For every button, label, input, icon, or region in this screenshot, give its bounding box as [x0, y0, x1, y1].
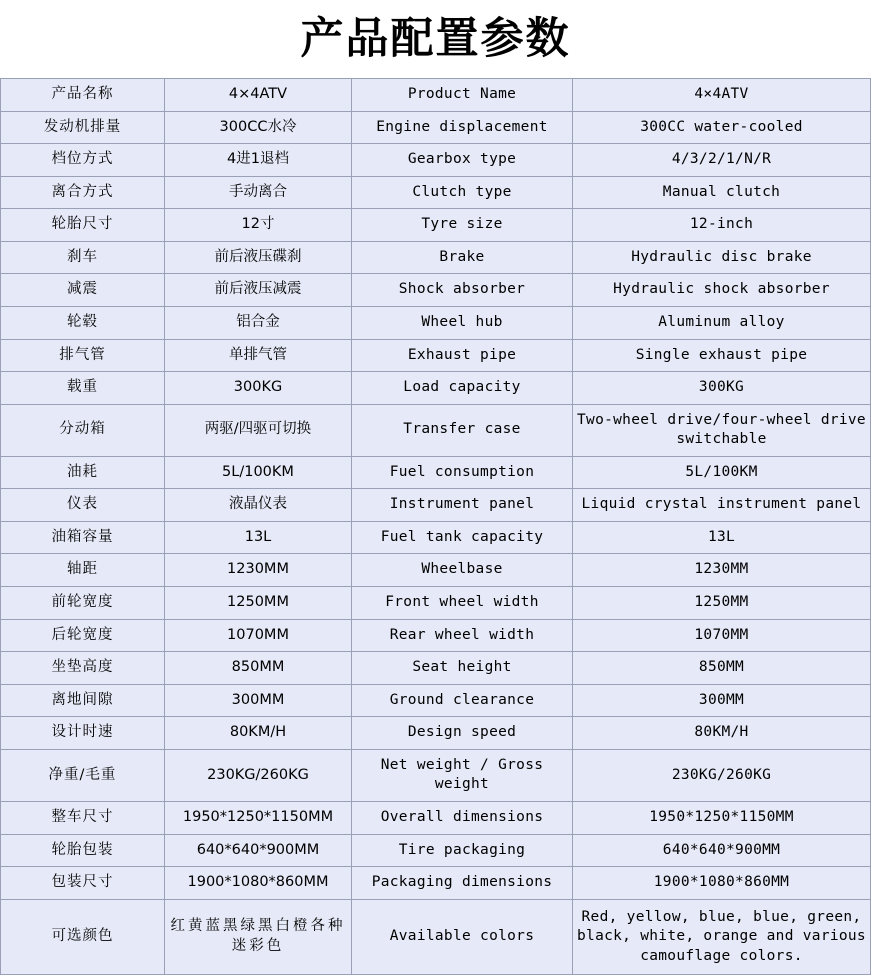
row-value-cn: 640*640*900MM — [165, 834, 352, 867]
row-label-cn: 载重 — [1, 372, 165, 405]
row-label-en: Load capacity — [352, 372, 573, 405]
row-label-cn: 产品名称 — [1, 79, 165, 112]
row-value-cn: 80KM/H — [165, 717, 352, 750]
row-value-cn: 手动离合 — [165, 176, 352, 209]
row-value-en: Manual clutch — [573, 176, 871, 209]
row-value-en: 1950*1250*1150MM — [573, 801, 871, 834]
row-label-cn: 坐垫高度 — [1, 652, 165, 685]
table-row — [1, 899, 871, 975]
table-row — [1, 456, 871, 489]
row-value-cn: 4×4ATV — [165, 79, 352, 112]
row-value-cn: 1950*1250*1150MM — [165, 801, 352, 834]
row-value-cn: 300MM — [165, 684, 352, 717]
row-label-cn: 档位方式 — [1, 144, 165, 177]
table-body — [1, 79, 871, 975]
row-value-en: 300MM — [573, 684, 871, 717]
row-label-cn: 排气管 — [1, 339, 165, 372]
row-value-cn: 300KG — [165, 372, 352, 405]
row-label-cn: 离合方式 — [1, 176, 165, 209]
row-value-cn: 两驱/四驱可切换 — [165, 404, 352, 456]
row-value-cn: 4进1退档 — [165, 144, 352, 177]
specifications-table — [0, 78, 871, 975]
row-label-en: Ground clearance — [352, 684, 573, 717]
row-value-cn: 230KG/260KG — [165, 749, 352, 801]
row-value-en: 4×4ATV — [573, 79, 871, 112]
row-value-en: 1070MM — [573, 619, 871, 652]
row-label-cn: 整车尺寸 — [1, 801, 165, 834]
row-value-en: 300CC water-cooled — [573, 111, 871, 144]
row-label-cn: 轮毂 — [1, 306, 165, 339]
row-value-en: 1900*1080*860MM — [573, 867, 871, 900]
row-value-cn: 红黄蓝黑绿黑白橙各种迷彩色 — [165, 899, 352, 975]
row-value-en: 300KG — [573, 372, 871, 405]
table-row — [1, 176, 871, 209]
table-row — [1, 834, 871, 867]
row-value-cn: 300CC水冷 — [165, 111, 352, 144]
row-label-cn: 仪表 — [1, 489, 165, 522]
row-value-en: Two-wheel drive/four-wheel drive switchable — [573, 404, 871, 456]
table-row — [1, 209, 871, 242]
table-row — [1, 111, 871, 144]
row-value-en: 13L — [573, 521, 871, 554]
row-label-en: Seat height — [352, 652, 573, 685]
table-row — [1, 274, 871, 307]
row-value-cn: 前后液压碟刹 — [165, 241, 352, 274]
row-label-cn: 设计时速 — [1, 717, 165, 750]
row-label-en: Available colors — [352, 899, 573, 975]
row-value-cn: 液晶仪表 — [165, 489, 352, 522]
table-row — [1, 867, 871, 900]
row-value-cn: 1250MM — [165, 587, 352, 620]
row-value-en: Single exhaust pipe — [573, 339, 871, 372]
row-label-cn: 后轮宽度 — [1, 619, 165, 652]
table-row — [1, 521, 871, 554]
row-value-en: 850MM — [573, 652, 871, 685]
row-label-en: Design speed — [352, 717, 573, 750]
row-value-cn: 铝合金 — [165, 306, 352, 339]
table-row — [1, 144, 871, 177]
table-row — [1, 404, 871, 456]
row-label-cn: 离地间隙 — [1, 684, 165, 717]
row-value-en: 80KM/H — [573, 717, 871, 750]
table-row — [1, 489, 871, 522]
table-row — [1, 684, 871, 717]
table-row — [1, 587, 871, 620]
row-value-en: Hydraulic shock absorber — [573, 274, 871, 307]
row-label-en: Brake — [352, 241, 573, 274]
row-label-en: Engine displacement — [352, 111, 573, 144]
row-value-cn: 12寸 — [165, 209, 352, 242]
row-value-en: Hydraulic disc brake — [573, 241, 871, 274]
row-label-en: Gearbox type — [352, 144, 573, 177]
row-value-en: Aluminum alloy — [573, 306, 871, 339]
row-label-en: Shock absorber — [352, 274, 573, 307]
row-value-cn: 单排气管 — [165, 339, 352, 372]
row-label-en: Fuel consumption — [352, 456, 573, 489]
row-label-cn: 油箱容量 — [1, 521, 165, 554]
row-value-en: 12-inch — [573, 209, 871, 242]
row-label-en: Packaging dimensions — [352, 867, 573, 900]
row-label-en: Transfer case — [352, 404, 573, 456]
row-value-en: 4/3/2/1/N/R — [573, 144, 871, 177]
table-row — [1, 619, 871, 652]
table-row — [1, 554, 871, 587]
row-label-en: Front wheel width — [352, 587, 573, 620]
row-value-en: 5L/100KM — [573, 456, 871, 489]
row-value-en: Red, yellow, blue, blue, green, black, white, orange and various camouflage colors. — [573, 899, 871, 975]
row-value-en: 230KG/260KG — [573, 749, 871, 801]
row-label-cn: 发动机排量 — [1, 111, 165, 144]
row-value-cn: 1070MM — [165, 619, 352, 652]
row-label-cn: 油耗 — [1, 456, 165, 489]
row-label-en: Wheel hub — [352, 306, 573, 339]
table-row — [1, 652, 871, 685]
row-label-en: Fuel tank capacity — [352, 521, 573, 554]
row-label-en: Overall dimensions — [352, 801, 573, 834]
row-label-en: Instrument panel — [352, 489, 573, 522]
title-bar — [0, 0, 871, 78]
row-label-en: Clutch type — [352, 176, 573, 209]
table-row — [1, 749, 871, 801]
table-row — [1, 79, 871, 112]
page-title: 产品配置参数 — [300, 13, 571, 64]
row-label-cn: 可选颜色 — [1, 899, 165, 975]
row-label-cn: 轴距 — [1, 554, 165, 587]
row-value-cn: 1900*1080*860MM — [165, 867, 352, 900]
row-label-cn: 分动箱 — [1, 404, 165, 456]
row-value-cn: 1230MM — [165, 554, 352, 587]
row-value-cn: 850MM — [165, 652, 352, 685]
row-value-en: 640*640*900MM — [573, 834, 871, 867]
row-value-en: Liquid crystal instrument panel — [573, 489, 871, 522]
table-row — [1, 717, 871, 750]
row-label-en: Exhaust pipe — [352, 339, 573, 372]
row-label-cn: 轮胎包装 — [1, 834, 165, 867]
table-row — [1, 339, 871, 372]
table-row — [1, 801, 871, 834]
row-value-cn: 前后液压减震 — [165, 274, 352, 307]
row-value-en: 1230MM — [573, 554, 871, 587]
row-label-cn: 包装尺寸 — [1, 867, 165, 900]
row-value-cn: 13L — [165, 521, 352, 554]
row-label-en: Wheelbase — [352, 554, 573, 587]
row-label-en: Product Name — [352, 79, 573, 112]
row-label-en: Net weight / Gross weight — [352, 749, 573, 801]
table-row — [1, 306, 871, 339]
table-row — [1, 372, 871, 405]
row-label-cn: 前轮宽度 — [1, 587, 165, 620]
row-label-en: Tyre size — [352, 209, 573, 242]
row-label-cn: 减震 — [1, 274, 165, 307]
row-label-cn: 刹车 — [1, 241, 165, 274]
table-row — [1, 241, 871, 274]
row-label-cn: 净重/毛重 — [1, 749, 165, 801]
row-label-cn: 轮胎尺寸 — [1, 209, 165, 242]
row-label-en: Tire packaging — [352, 834, 573, 867]
row-label-en: Rear wheel width — [352, 619, 573, 652]
row-value-cn: 5L/100KM — [165, 456, 352, 489]
row-value-en: 1250MM — [573, 587, 871, 620]
